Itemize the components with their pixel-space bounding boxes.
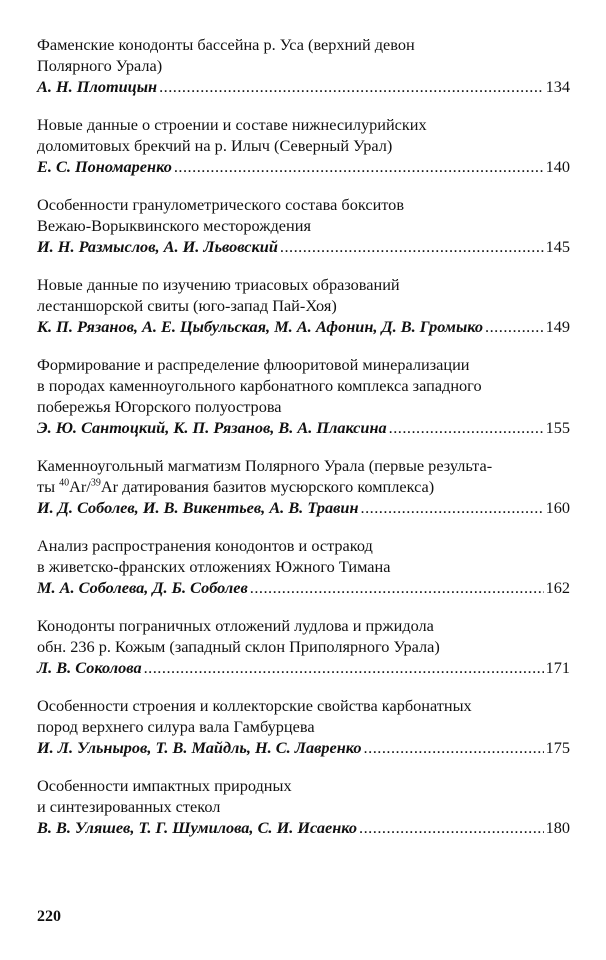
title-text: ты [37,477,60,496]
isotope-superscript: 39 [90,477,101,489]
entry-author-line [37,316,570,337]
toc-entry [37,775,570,838]
page-number: 220 [37,908,61,925]
entry-authors: И. Н. Размыслов, А. И. Львовский [37,237,278,256]
entry-author-line [37,417,570,438]
dot-leader [364,737,544,758]
toc-entry [37,194,570,257]
table-of-contents [37,34,570,855]
title-text: Ar датирования базитов мусюрского комплекса) [100,477,435,496]
entry-author-line [37,236,570,257]
entry-author-line [37,737,570,758]
entry-title-line: побережья Югорского полуострова [37,397,282,416]
entry-page-number: 149 [545,317,570,336]
entry-author-line [37,497,570,518]
entry-title-line: Формирование и распределение флюоритовой минерализации [37,355,470,374]
entry-title-line: и синтезированных стекол [37,797,221,816]
toc-entry [37,695,570,758]
entry-authors: М. А. Соболева, Д. Б. Соболев [37,578,248,597]
entry-author-line [37,76,570,97]
entry-author-line [37,817,570,838]
entry-page-number: 175 [545,738,570,757]
entry-author-line [37,577,570,598]
entry-authors: В. В. Уляшев, Т. Г. Шумилова, С. И. Исаенко [37,818,358,837]
entry-authors: К. П. Рязанов, А. Е. Цыбульская, М. А. Афонин, Д. В. Громыко [37,317,484,336]
entry-title-line: Каменноугольный магматизм Полярного Урала (первые результа- [37,456,493,475]
entry-title-line: Новые данные по изучению триасовых образований [37,275,400,294]
entry-title-line [37,476,570,497]
entry-title-line: обн. 236 р. Кожым (западный склон Приполярного Урала) [37,637,440,656]
entry-authors: Е. С. Пономаренко [37,157,172,176]
entry-title-line: Конодонты пограничных отложений лудлова и пржидола [37,616,434,635]
entry-title-line: доломитовых брекчий на р. Илыч (Северный Урал) [37,136,393,155]
dot-leader [250,577,544,598]
entry-title-line: пород верхнего силура вала Гамбурцева [37,717,315,736]
toc-entry [37,535,570,598]
entry-title-line: Полярного Урала) [37,56,163,75]
entry-page-number: 171 [545,658,570,677]
entry-title-line: Фаменские конодонты бассейна р. Уса (верхний девон [37,35,415,54]
entry-author-line [37,657,570,678]
entry-page-number: 140 [545,157,570,176]
entry-title-line: Новые данные о строении и составе нижнесилурийских [37,115,427,134]
entry-page-number: 162 [545,578,570,597]
entry-title-line: в породах каменноугольного карбонатного комплекса западного [37,376,482,395]
toc-entry [37,274,570,337]
entry-page-number: 160 [545,498,570,517]
entry-page-number: 180 [545,818,570,837]
dot-leader [359,817,544,838]
entry-authors: А. Н. Плотицын [37,77,158,96]
dot-leader [174,156,544,177]
isotope-superscript: 40 [59,477,70,489]
entry-title-line: Вежаю-Ворыквинского месторождения [37,216,311,235]
entry-title-line: в живетско-франских отложениях Южного Тимана [37,557,391,576]
entry-title-line: Особенности строения и коллекторские свойства карбонатных [37,696,472,715]
title-text: Ar/ [69,477,91,496]
toc-entry [37,615,570,678]
dot-leader [361,497,544,518]
entry-authors: И. Д. Соболев, И. В. Викентьев, А. В. Травин [37,498,359,517]
dot-leader [144,657,544,678]
entry-title-line: лестаншорской свиты (юго-запад Пай-Хоя) [37,296,337,315]
toc-entry [37,114,570,177]
entry-page-number: 145 [545,237,570,256]
dot-leader [280,236,544,257]
toc-entry [37,455,570,518]
entry-title-line: Особенности гранулометрического состава бокситов [37,195,405,214]
dot-leader [485,316,544,337]
entry-page-number: 134 [545,77,570,96]
toc-entry [37,34,570,97]
entry-authors: Л. В. Соколова [37,658,142,677]
entry-authors: Э. Ю. Сантоцкий, К. П. Рязанов, В. А. Плаксина [37,418,387,437]
toc-entry [37,354,570,438]
entry-title-line: Особенности импактных природных [37,776,292,795]
entry-page-number: 155 [545,418,570,437]
dot-leader [389,417,544,438]
entry-authors: И. Л. Ульныров, Т. В. Майдль, Н. С. Лавренко [37,738,362,757]
entry-author-line [37,156,570,177]
dot-leader [159,76,544,97]
entry-title-line: Анализ распространения конодонтов и остракод [37,536,373,555]
